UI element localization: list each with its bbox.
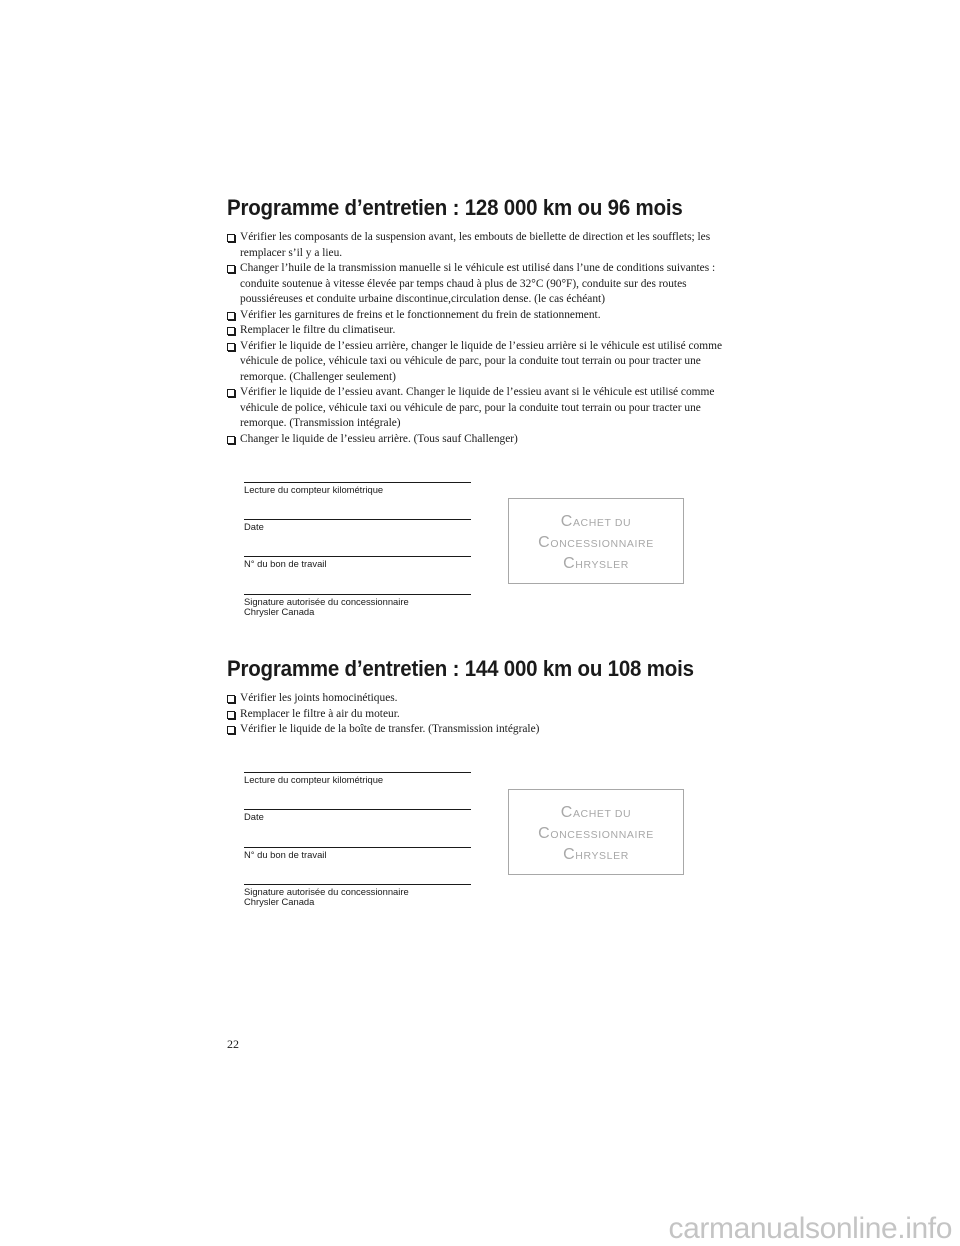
task-item: Changer l’huile de la transmission manuelle si le véhicule est utilisé dans l’une de conditions suivantes : conduite soutenue à vitesse élevée par temps chaud à plus de 32°C (90°F), conduite sur des routes poussiéreuses et conduite urbaine discontinue,circulation dense. (le cas échéant) (227, 261, 747, 308)
stamp-line: CONCESSIONNAIRE (538, 825, 654, 842)
checkbox-icon[interactable] (227, 234, 235, 242)
checkbox-icon[interactable] (227, 343, 235, 351)
stamp-line: CACHET DU (560, 804, 632, 821)
signature-field[interactable] (244, 594, 471, 617)
dealer-stamp-box (508, 498, 684, 584)
task-item: Vérifier les garnitures de freins et le fonctionnement du frein de stationnement. (227, 308, 747, 324)
checkbox-icon[interactable] (227, 327, 235, 335)
work-order-line (244, 847, 471, 848)
signature-label: Signature autorisée du concessionnaire Chrysler Canada (244, 596, 409, 617)
odometer-line (244, 482, 471, 483)
checkbox-icon[interactable] (227, 312, 235, 320)
date-line (244, 519, 471, 520)
dealer-stamp-box (508, 789, 684, 875)
site-watermark[interactable]: carmanualsonline.info (668, 1212, 952, 1245)
checkbox-icon[interactable] (227, 711, 235, 719)
stamp-line: CHRYSLER (563, 555, 629, 572)
date-line (244, 809, 471, 810)
odometer-line (244, 772, 471, 773)
odometer-label: Lecture du compteur kilométrique (244, 774, 384, 785)
odometer-label: Lecture du compteur kilométrique (244, 484, 384, 495)
work-order-field[interactable] (244, 847, 471, 860)
stamp-line: CACHET DU (560, 513, 632, 530)
date-field[interactable] (244, 519, 471, 532)
date-label: Date (244, 811, 264, 822)
task-item: Vérifier les composants de la suspension avant, les embouts de biellette de direction et les soufflets; les remplacer s’il y a lieu. (227, 230, 747, 261)
section-title-128000: Programme d’entretien : 128 000 km ou 96 mois (227, 195, 683, 220)
checkbox-icon[interactable] (227, 265, 235, 273)
task-list-128000 (227, 230, 747, 447)
work-order-line (244, 556, 471, 557)
checkbox-icon[interactable] (227, 389, 235, 397)
task-item: Remplacer le filtre du climatiseur. (227, 323, 747, 339)
task-item: Vérifier le liquide de la boîte de transfer. (Transmission intégrale) (227, 722, 747, 738)
checkbox-icon[interactable] (227, 436, 235, 444)
stamp-line: CHRYSLER (563, 846, 629, 863)
task-item: Changer le liquide de l’essieu arrière. (Tous sauf Challenger) (227, 432, 747, 448)
task-item: Vérifier le liquide de l’essieu avant. Changer le liquide de l’essieu avant si le véhicule est utilisé comme véhicule de police, véhicule taxi ou véhicule de parc, pour la conduite tout terrain ou pour tracter une remorque. (Transmission intégrale) (227, 385, 747, 432)
checkbox-icon[interactable] (227, 726, 235, 734)
page-number: 22 (227, 1037, 239, 1051)
task-item: Vérifier les joints homocinétiques. (227, 691, 747, 707)
odometer-field[interactable] (244, 482, 471, 495)
date-label: Date (244, 521, 264, 532)
signature-line (244, 884, 471, 885)
work-order-label: N° du bon de travail (244, 849, 327, 860)
signature-field[interactable] (244, 884, 471, 907)
work-order-field[interactable] (244, 556, 471, 569)
work-order-label: N° du bon de travail (244, 558, 327, 569)
checkbox-icon[interactable] (227, 695, 235, 703)
signature-line (244, 594, 471, 595)
section-title-144000: Programme d’entretien : 144 000 km ou 108 mois (227, 656, 694, 681)
task-item: Remplacer le filtre à air du moteur. (227, 707, 747, 723)
stamp-line: CONCESSIONNAIRE (538, 534, 654, 551)
date-field[interactable] (244, 809, 471, 822)
task-item: Vérifier le liquide de l’essieu arrière, changer le liquide de l’essieu arrière si le véhicule est utilisé comme véhicule de police, véhicule taxi ou véhicule de parc, pour la conduite tout terrain ou pour tracter une remorque. (Challenger seulement) (227, 339, 747, 386)
task-list-144000 (227, 691, 747, 738)
signature-label: Signature autorisée du concessionnaire Chrysler Canada (244, 886, 409, 907)
odometer-field[interactable] (244, 772, 471, 785)
